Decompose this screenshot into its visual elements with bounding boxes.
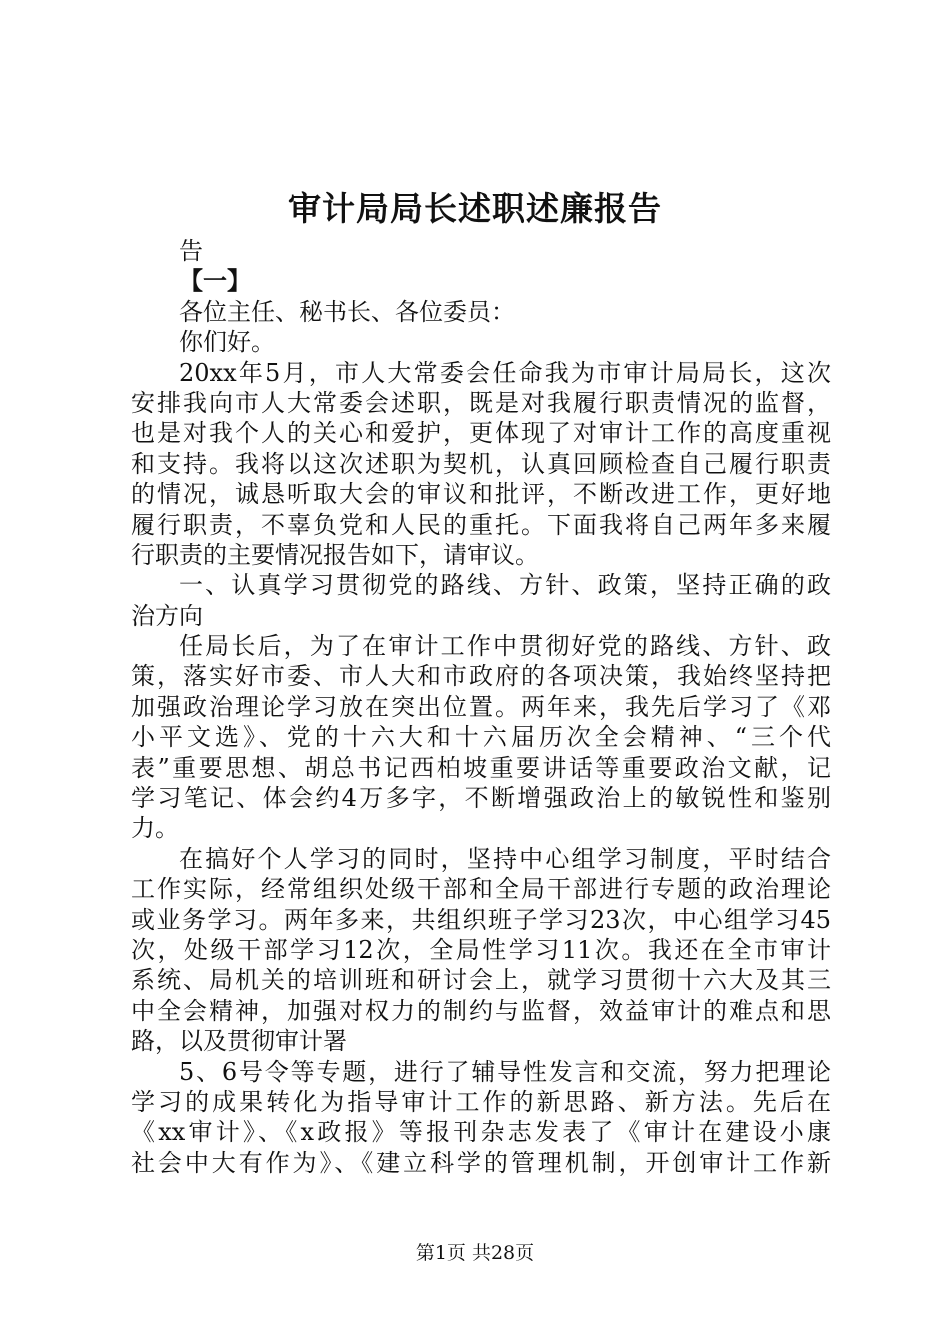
body-line: 一、认真学习贯彻党的路线、方针、政策，坚持正确的政 [179, 571, 831, 600]
body-line: 履行职责，不辜负党和人民的重托。下面我将自己两年多来履 [131, 510, 831, 539]
document-body [131, 236, 831, 1178]
body-line: 20xx年5月，市人大常委会任命我为市审计局局长，这次 [179, 358, 831, 387]
body-line: 5、6号令等专题，进行了辅导性发言和交流，努力把理论 [179, 1057, 831, 1086]
body-line: 【一】 [179, 266, 251, 296]
body-line: 任局长后，为了在审计工作中贯彻好党的路线、方针、政 [179, 632, 831, 661]
body-line: 《xx审计》、《x政报》等报刊杂志发表了《审计在建设小康 [131, 1118, 831, 1147]
body-line: 小平文选》、党的十六大和十六届历次全会精神、“三个代 [131, 723, 831, 752]
body-line: 的情况，诚恳听取大会的审议和批评，不断改进工作，更好地 [131, 480, 831, 509]
body-line: 各位主任、秘书长、各位委员： [179, 297, 515, 326]
document-title: 审计局局长述职述廉报告 [288, 189, 662, 228]
body-line: 系统、局机关的培训班和研讨会上，就学习贯彻十六大及其三 [131, 966, 831, 995]
body-line: 和支持。我将以这次述职为契机，认真回顾检查自己履行职责 [131, 449, 831, 478]
body-line: 学习笔记、体会约4万多字，不断增强政治上的敏锐性和鉴别 [131, 784, 831, 813]
body-line: 次，处级干部学习12次，全局性学习11次。我还在全市审计 [131, 935, 831, 964]
body-line: 治方向 [131, 601, 203, 630]
body-line: 表”重要思想、胡总书记西柏坡重要讲话等重要政治文献，记 [131, 753, 831, 782]
body-line: 学习的成果转化为指导审计工作的新思路、新方法。先后在 [131, 1087, 831, 1116]
body-line: 也是对我个人的关心和爱护，更体现了对审计工作的高度重视 [131, 419, 831, 448]
body-line: 你们好。 [179, 328, 275, 357]
page-number-footer: 第1页 共28页 [415, 1242, 535, 1264]
body-line: 社会中大有作为》、《建立科学的管理机制，开创审计工作新 [131, 1148, 831, 1177]
body-line: 策，落实好市委、市人大和市政府的各项决策，我始终坚持把 [131, 662, 831, 691]
body-line: 或业务学习。两年多来，共组织班子学习23次，中心组学习45 [131, 905, 831, 934]
body-line: 告 [179, 237, 203, 265]
body-line: 中全会精神，加强对权力的制约与监督，效益审计的难点和思 [131, 996, 831, 1025]
body-line: 行职责的主要情况报告如下，请审议。 [131, 540, 539, 569]
body-line: 工作实际，经常组织处级干部和全局干部进行专题的政治理论 [131, 875, 831, 904]
body-line: 安排我向市人大常委会述职，既是对我履行职责情况的监督， [131, 388, 831, 417]
body-line: 路，以及贯彻审计署 [131, 1027, 347, 1056]
body-line: 加强政治理论学习放在突出位置。两年来，我先后学习了《邓 [131, 692, 831, 721]
body-line: 在搞好个人学习的同时，坚持中心组学习制度，平时结合 [179, 844, 831, 873]
body-line: 力。 [131, 814, 179, 843]
